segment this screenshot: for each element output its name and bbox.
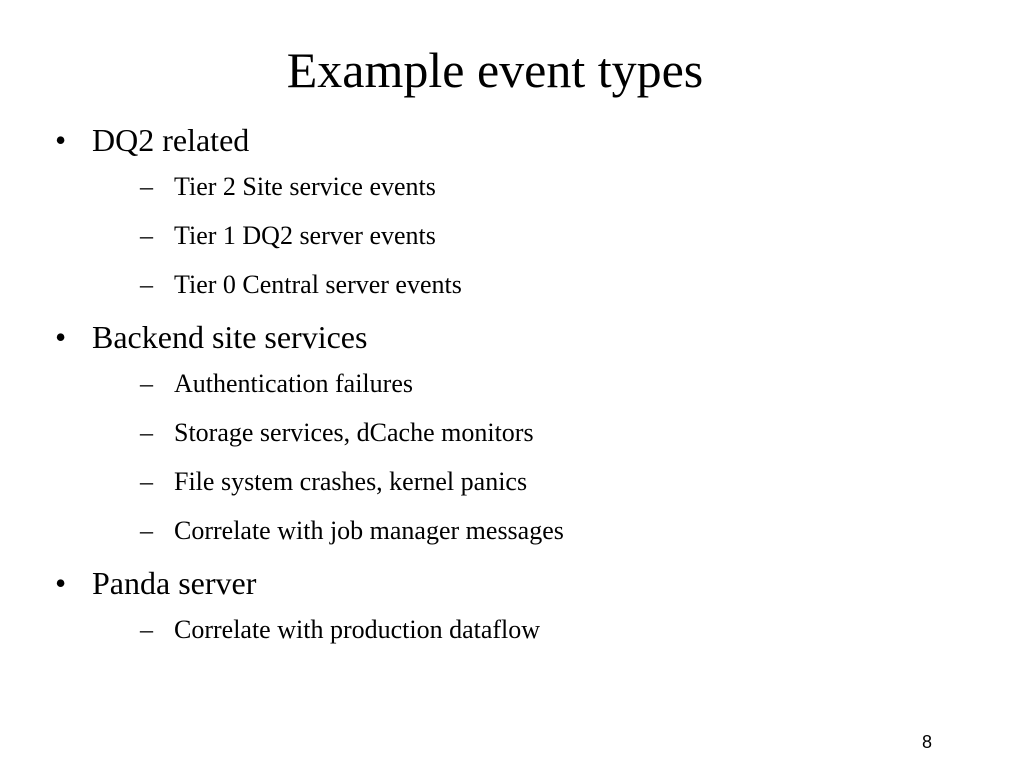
page-number: 8 xyxy=(922,732,933,752)
sub-item-text: Tier 0 Central server events xyxy=(174,270,462,299)
sub-item-text: Correlate with production dataflow xyxy=(174,615,541,644)
bullet-text: Panda server xyxy=(92,565,257,601)
bullet-item xyxy=(55,315,985,549)
sub-item-text: Authentication failures xyxy=(174,369,413,398)
sub-item xyxy=(92,217,985,254)
sub-list xyxy=(92,365,985,549)
sub-item xyxy=(92,611,985,648)
sub-list xyxy=(92,168,985,303)
sub-item xyxy=(92,266,985,303)
dash-marker: – xyxy=(140,615,153,644)
dash-marker: – xyxy=(140,270,153,299)
sub-item xyxy=(92,463,985,500)
dash-marker: – xyxy=(140,467,153,496)
bullet-list xyxy=(55,118,985,660)
dash-marker: – xyxy=(140,418,153,447)
sub-item-text: Tier 1 DQ2 server events xyxy=(174,221,436,250)
bullet-text: DQ2 related xyxy=(92,122,250,158)
sub-item-text: Storage services, dCache monitors xyxy=(174,418,534,447)
sub-item-text: File system crashes, kernel panics xyxy=(174,467,528,496)
bullet-item xyxy=(55,561,985,648)
bullet-marker: • xyxy=(55,122,67,158)
sub-item xyxy=(92,414,985,451)
sub-item xyxy=(92,365,985,402)
dash-marker: – xyxy=(140,172,153,201)
dash-marker: – xyxy=(140,516,153,545)
sub-item-text: Correlate with job manager messages xyxy=(174,516,564,545)
sub-item xyxy=(92,512,985,549)
dash-marker: – xyxy=(140,221,153,250)
sub-item xyxy=(92,168,985,205)
bullet-text: Backend site services xyxy=(92,319,368,355)
sub-item-text: Tier 2 Site service events xyxy=(174,172,436,201)
bullet-marker: • xyxy=(55,565,67,601)
dash-marker: – xyxy=(140,369,153,398)
sub-list xyxy=(92,611,985,648)
slide-title: Example event types xyxy=(286,42,704,98)
bullet-item xyxy=(55,118,985,303)
bullet-marker: • xyxy=(55,319,67,355)
